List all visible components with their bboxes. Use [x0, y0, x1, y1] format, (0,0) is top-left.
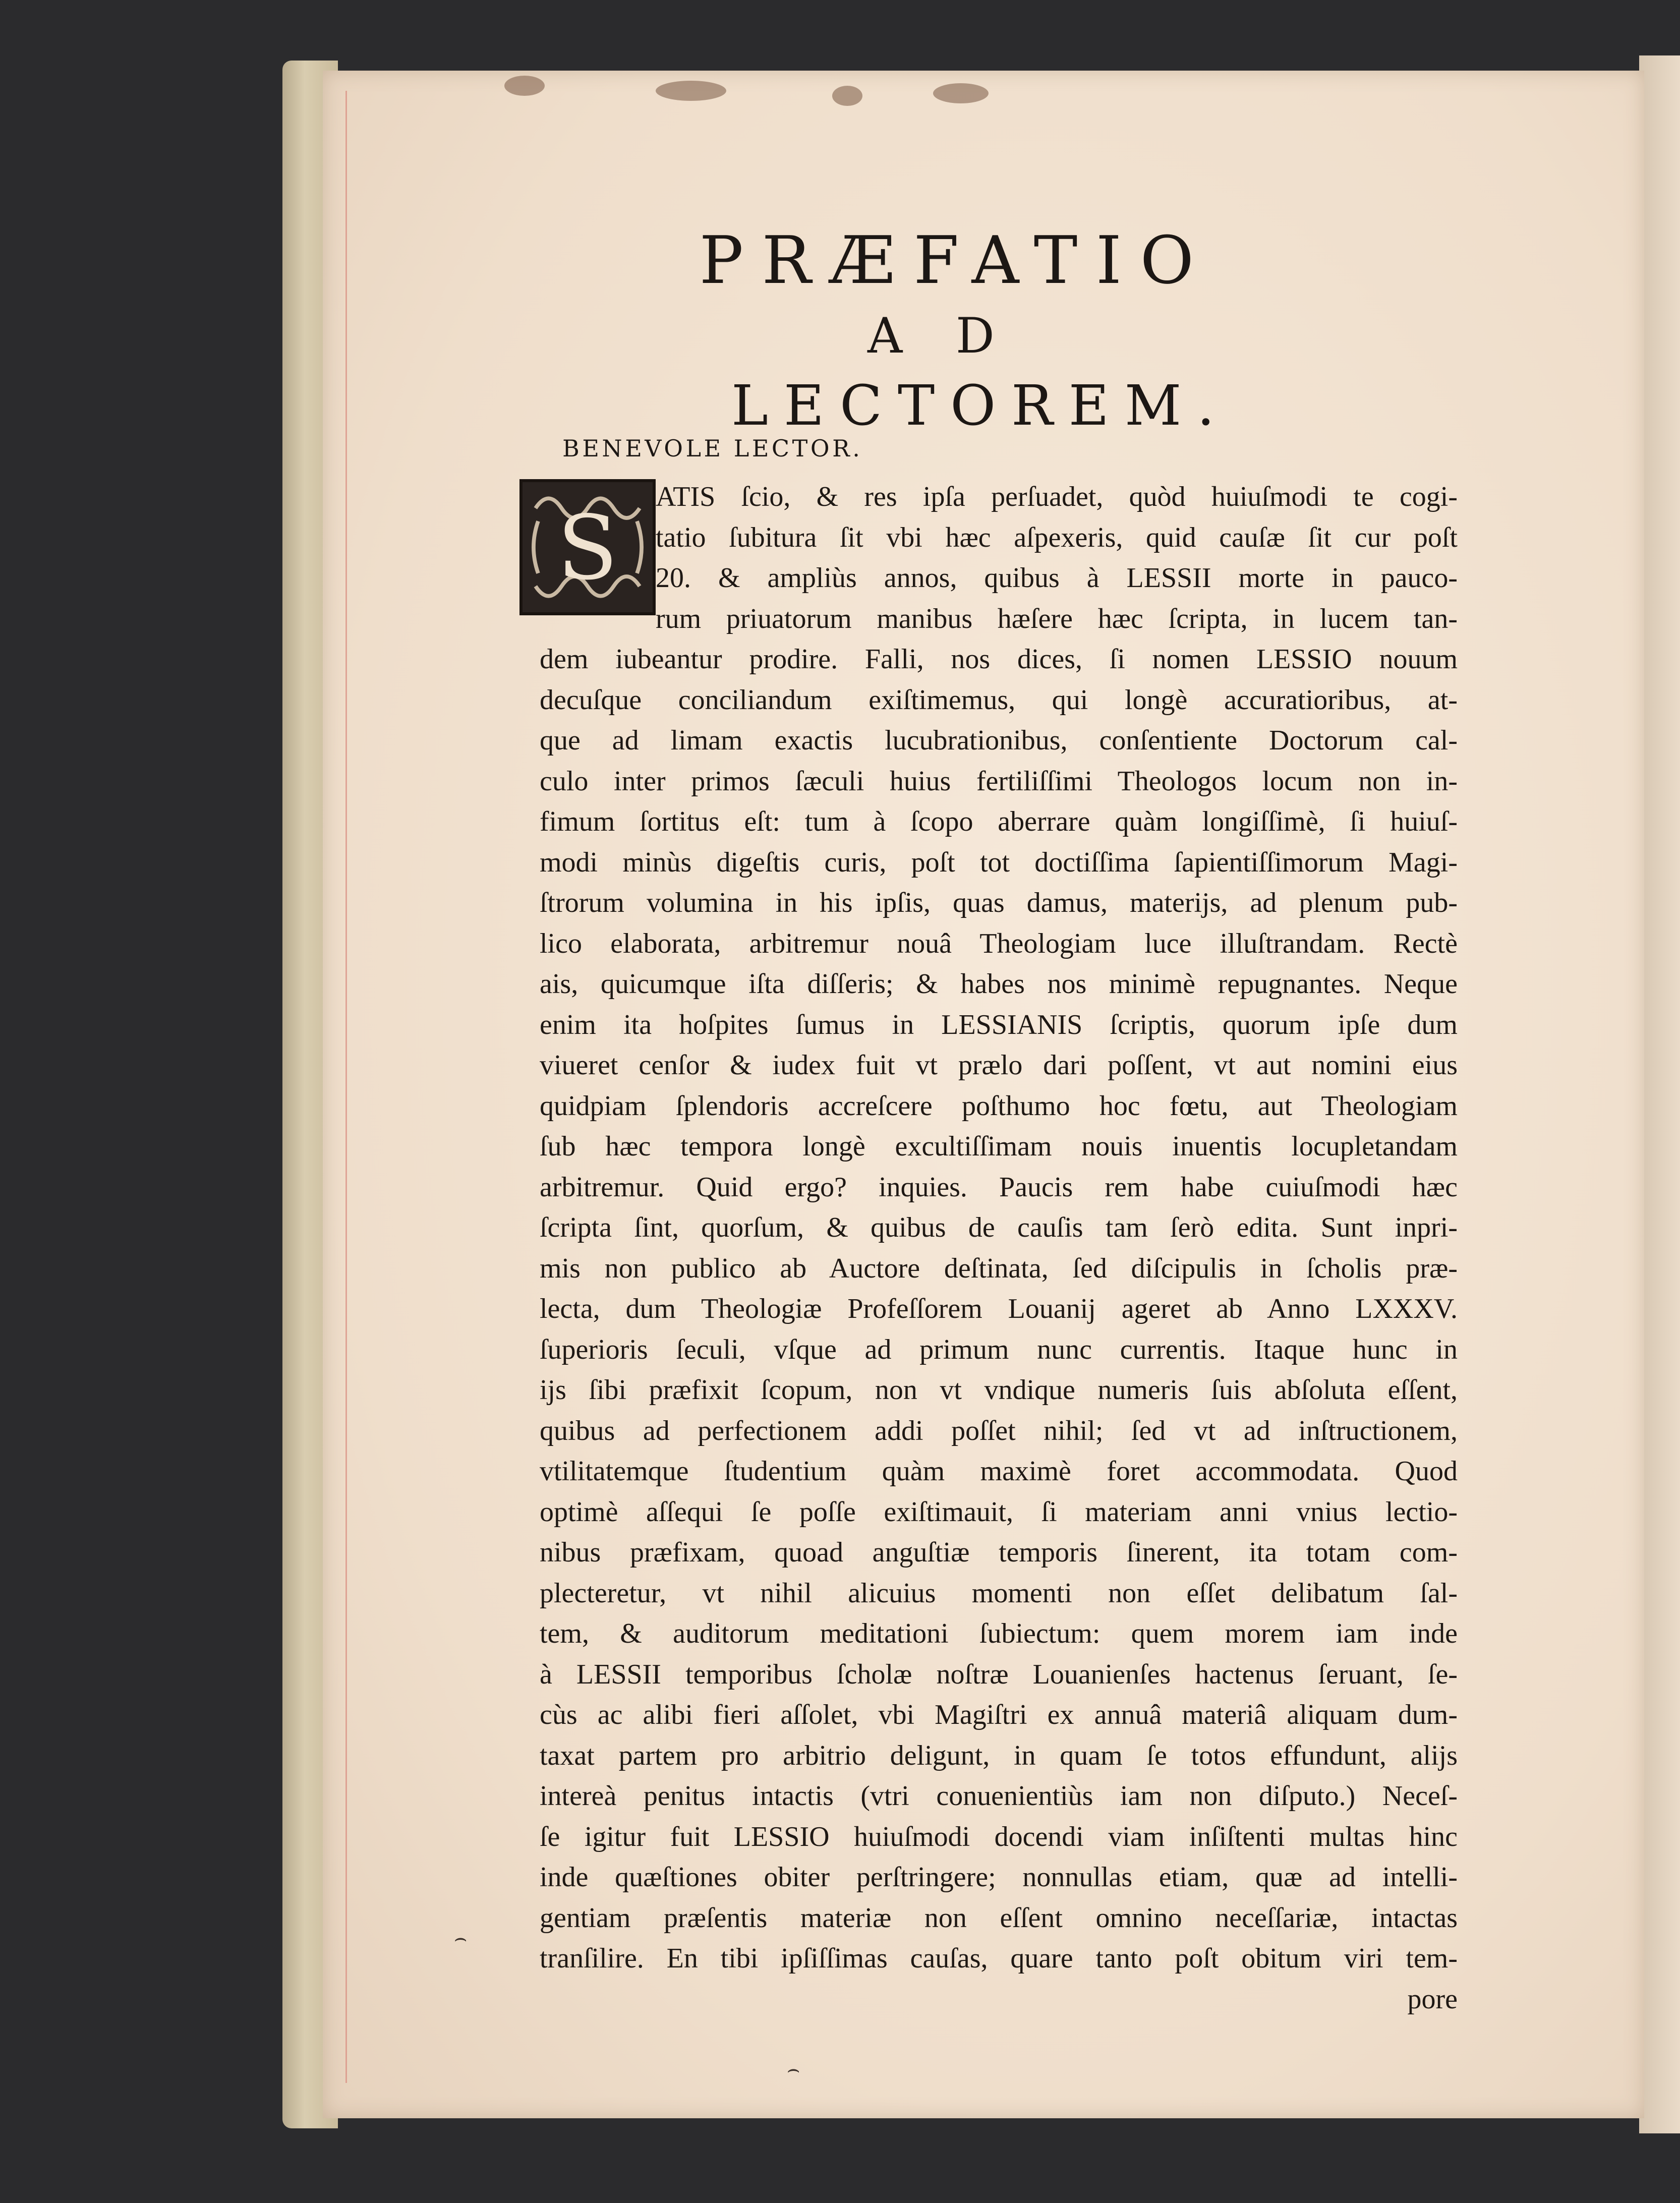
catchword: pore — [1407, 1983, 1458, 2015]
text-line: taxat partem pro arbitrio deligunt, in quam ſe totos effundunt, alijs — [540, 1740, 1458, 1771]
text-line: dem iubeantur prodire. Falli, nos dices, ſi nomen LESSIO nouum — [540, 644, 1458, 675]
text-line: ais, quicumque iſta diſſeris; & habes nos minimè repugnantes. Neque — [540, 968, 1458, 1000]
text-line: ſub hæc tempora longè excultiſſimam nouis inuentis locupletandam — [540, 1131, 1458, 1162]
page-stain — [656, 81, 726, 101]
text-line: cùs ac alibi fieri aſſolet, vbi Magiſtri ex annuâ materiâ aliquam dum- — [540, 1699, 1458, 1730]
text-line: modi minùs digeſtis curis, poſt tot doctiſſima ſapientiſſimorum Magi- — [540, 846, 1458, 878]
text-line: ſcripta ſint, quorſum, & quibus de cauſis tam ſerò edita. Sunt inpri- — [540, 1212, 1458, 1243]
facing-page-edge — [1639, 55, 1680, 2133]
page-rule-line — [345, 91, 347, 2083]
page-mark: ⌢ — [787, 2058, 800, 2081]
text-line: culo inter primos ſæculi huius fertiliſſimi Theologos locum non in- — [540, 765, 1458, 797]
page-mark: ⌢ — [454, 1927, 468, 1950]
text-line: intereà penitus intactis (vtri conuenientiùs iam non diſputo.) Neceſ- — [540, 1780, 1458, 1812]
text-line: lecta, dum Theologiæ Profeſſorem Louanij ageret ab Anno LXXXV. — [540, 1293, 1458, 1324]
text-line: gentiam præſentis materiæ non eſſent omnino neceſſariæ, intactas — [540, 1902, 1458, 1934]
title-line-2: AD — [867, 308, 1048, 364]
text-line: fimum ſortitus eſt: tum à ſcopo aberrare quàm longiſſimè, ſi huiuſ- — [540, 806, 1458, 837]
text-line: arbitremur. Quid ergo? inquies. Paucis rem habe cuiuſmodi hæc — [540, 1171, 1458, 1203]
text-line: ijs ſibi præfixit ſcopum, non vt vndique numeris ſuis abſoluta eſſent, — [540, 1374, 1458, 1406]
text-line: que ad limam exactis lucubrationibus, conſentiente Doctorum cal- — [540, 725, 1458, 756]
text-line: quidpiam ſplendoris accreſcere poſthumo hoc fœtu, aut Theologiam — [540, 1090, 1458, 1122]
text-line: vtilitatemque ſtudentium quàm maximè foret accommodata. Quod — [540, 1456, 1458, 1487]
text-line: rum priuatorum manibus hæſere hæc ſcripta, in lucem tan- — [656, 603, 1458, 634]
dropcap-letter: S — [557, 496, 618, 600]
text-line: ſtrorum volumina in his ipſis, quas damus, materijs, ad plenum pub- — [540, 887, 1458, 918]
text-line: optimè aſſequi ſe poſſe exiſtimauit, ſi materiam anni vnius lectio- — [540, 1496, 1458, 1528]
text-line: quibus ad perfectionem addi poſſet nihil; ſed vt ad inſtructionem, — [540, 1415, 1458, 1446]
text-line: viueret cenſor & iudex fuit vt prælo dari poſſent, vt aut nomini eius — [540, 1050, 1458, 1081]
body-text — [540, 477, 1458, 2019]
text-line: 20. & ampliùs annos, quibus à LESSII morte in pauco- — [656, 562, 1458, 594]
text-line: mis non publico ab Auctore deſtinata, ſed diſcipulis in ſcholis præ- — [540, 1252, 1458, 1284]
text-line: decuſque conciliandum exiſtimemus, qui longè accuratioribus, at- — [540, 684, 1458, 716]
text-line: tranſilire. En tibi ipſiſſimas cauſas, quare tanto poſt obitum viri tem- — [540, 1943, 1458, 1974]
text-line: ſuperioris ſeculi, vſque ad primum nunc currentis. Itaque hunc in — [540, 1334, 1458, 1365]
text-line: ſe igitur fuit LESSIO huiuſmodi docendi viam inſiſtenti multas hinc — [540, 1821, 1458, 1852]
text-line: tem, & auditorum meditationi ſubiectum: quem morem iam inde — [540, 1618, 1458, 1649]
text-line: nibus præfixam, quoad anguſtiæ temporis ſinerent, ita totam com- — [540, 1537, 1458, 1568]
page-stain — [933, 83, 989, 103]
text-line: inde quæſtiones obiter perſtringere; nonnullas etiam, quæ ad intelli- — [540, 1862, 1458, 1893]
text-line: ATIS ſcio, & res ipſa perſuadet, quòd huiuſmodi te cogi- — [656, 481, 1458, 512]
text-line: lico elaborata, arbitremur nouâ Theologiam luce illuſtrandam. Rectè — [540, 927, 1458, 959]
title-line-1: PRÆFATIO — [699, 222, 1212, 299]
ornamental-initial-icon — [519, 479, 656, 615]
page-stain — [504, 76, 545, 96]
title-line-3: LECTOREM. — [731, 373, 1230, 438]
page-stain — [832, 86, 862, 106]
text-line: tatio ſubitura ſit vbi hæc aſpexeris, quid cauſæ ſit cur poſt — [656, 521, 1458, 553]
text-line: enim ita hoſpites ſumus in LESSIANIS ſcriptis, quorum ipſe dum — [540, 1009, 1458, 1040]
text-line: plecteretur, vt nihil alicuius momenti non eſſet delibatum ſal- — [540, 1577, 1458, 1609]
text-line: à LESSII temporibus ſcholæ noſtræ Louanienſes hactenus ſeruant, ſe- — [540, 1658, 1458, 1690]
salutation: BENEVOLE LECTOR. — [562, 435, 863, 462]
